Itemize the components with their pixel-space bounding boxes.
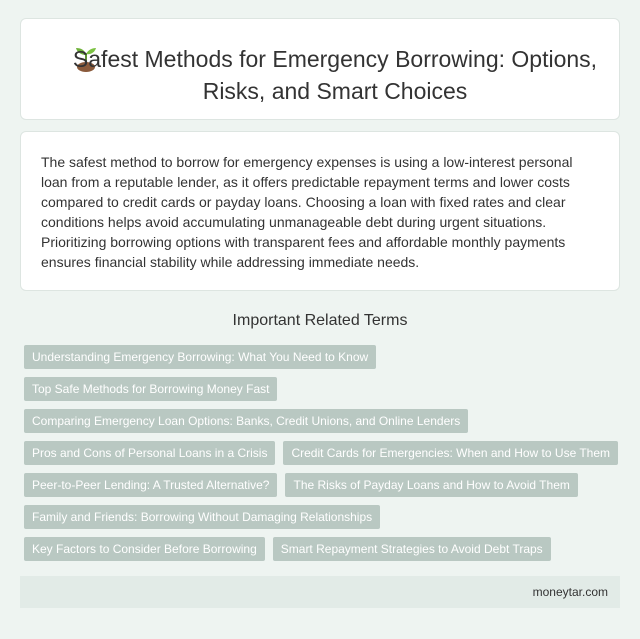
related-term-tag[interactable]: Credit Cards for Emergencies: When and How to Use Them <box>283 441 618 465</box>
summary-card <box>20 131 620 291</box>
footer-site-name[interactable]: moneytar.com <box>532 585 608 599</box>
related-term-tag[interactable]: Pros and Cons of Personal Loans in a Crisis <box>24 441 275 465</box>
related-term-tag[interactable]: Peer-to-Peer Lending: A Trusted Alternative? <box>24 473 277 497</box>
related-terms-list <box>24 345 624 569</box>
page-title: Safest Methods for Emergency Borrowing: Options, Risks, and Smart Choices <box>72 46 598 104</box>
related-term-tag[interactable]: Comparing Emergency Loan Options: Banks, Credit Unions, and Online Lenders <box>24 409 468 433</box>
related-term-tag[interactable]: Top Safe Methods for Borrowing Money Fast <box>24 377 277 401</box>
related-term-tag[interactable]: Understanding Emergency Borrowing: What You Need to Know <box>24 345 376 369</box>
related-term-tag[interactable]: The Risks of Payday Loans and How to Avoid Them <box>285 473 577 497</box>
header-card <box>20 18 620 120</box>
related-term-tag[interactable]: Key Factors to Consider Before Borrowing <box>24 537 265 561</box>
related-terms-heading: Important Related Terms <box>232 312 408 329</box>
footer <box>20 576 620 608</box>
related-term-tag[interactable]: Smart Repayment Strategies to Avoid Debt Traps <box>273 537 551 561</box>
related-term-tag[interactable]: Family and Friends: Borrowing Without Damaging Relationships <box>24 505 380 529</box>
summary-text: The safest method to borrow for emergency expenses is using a low-interest personal loan from a reputable lender, as it offers predictable repayment terms and lower costs compared to credit cards or payday loans. Choosing a loan with fixed rates and clear conditions helps avoid accumulating unmanageable debt during urgent situations. Prioritizing borrowing options with transparent fees and affordable monthly payments ensures financial stability while addressing immediate needs. <box>41 154 573 270</box>
